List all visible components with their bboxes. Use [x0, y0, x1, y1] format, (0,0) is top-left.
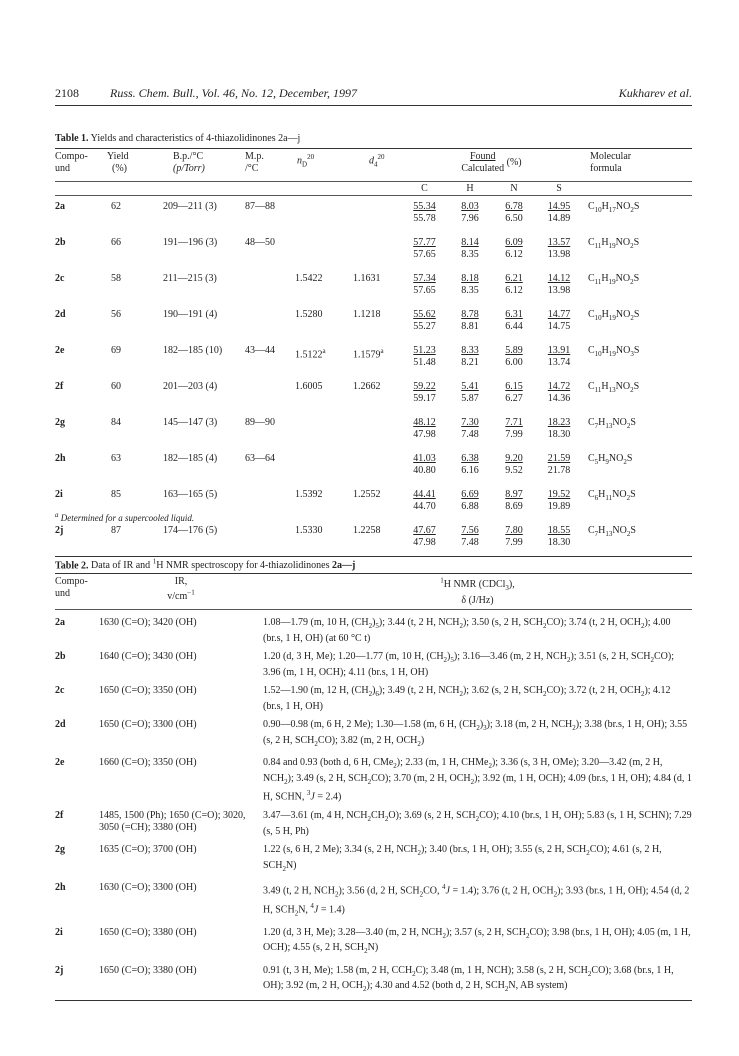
- nd-cell: 1.5280: [295, 308, 323, 320]
- analysis-cell: 14.95 14.89: [547, 200, 571, 224]
- ir-cell: 1485, 1500 (Ph); 1650 (C=O); 3020, 3050 (=CH); 3380 (OH): [99, 810, 246, 833]
- table1-caption-text: Yields and characteristics of 4-thiazolidinones 2a—j: [90, 133, 301, 144]
- d4-cell: 1.2662: [353, 380, 381, 392]
- bp-cell: 174—176 (5): [155, 520, 245, 557]
- ir-cell: 1630 (C=O); 3420 (OH): [99, 617, 197, 629]
- table-row: [55, 340, 692, 376]
- t1-col-mp: M.p. /°C: [245, 151, 264, 174]
- analysis-cell: 6.21 6.12: [505, 272, 523, 296]
- d4-cell: 1.2552: [353, 488, 381, 500]
- formula-cell: $C_{10}H_{17}NO_2S$: [588, 200, 640, 214]
- t1-col-compound: Compo- und: [55, 151, 88, 174]
- analysis-cell: 14.77 14.75: [547, 308, 571, 332]
- yield-cell: 58: [111, 272, 121, 284]
- table2-body: [55, 610, 692, 1000]
- mp-cell: 48—50: [245, 236, 275, 248]
- nmr-cell: 0.84 and 0.93 (both d, 6 H, CMe$_2$); 2.33 (m, 1 H, CHMe$_2$); 3.36 (s, 3 H, OMe); 3.20—3.42 (m, 2 H, $NCH_2$); 3.49 (s, 2 H, $SCH_2CO$); 3.70 (m, 2 H, $OCH_2$); 3.92 (m, 1 H, OCH); 4.09 (br.s, 1 H, OH); 4.84 (d, 1 H, SCHN, $^3$J = 2.4): [263, 757, 692, 803]
- table-row: [55, 520, 692, 557]
- t1-sub-n: N: [492, 181, 536, 195]
- table-row: [55, 678, 692, 712]
- compound-id: 2j: [55, 520, 107, 557]
- table-row: [55, 412, 692, 448]
- table2-caption-text: Data of IR and $^1$H NMR spectroscopy for 4-thiazolidinones 2a—j: [91, 558, 356, 572]
- t1-col-yield: Yield (%): [107, 151, 129, 174]
- analysis-cell: 14.12 13.98: [547, 272, 571, 296]
- analysis-cell: 14.72 14.36: [547, 380, 571, 404]
- table1-caption: [55, 133, 300, 144]
- table-row: [55, 920, 692, 958]
- analysis-cell: 9.20 9.52: [505, 452, 523, 476]
- analysis-cell: 6.15 6.27: [505, 380, 523, 404]
- t1-col-formula: Molecular formula: [590, 151, 632, 174]
- nmr-cell: 1.22 (s, 6 H, 2 Me); 3.34 (s, 2 H, $NCH_2$); 3.40 (br.s, 1 H, OH); 3.55 (s, 2 H, $SCH_2CO$); 4.61 (s, 2 H, $SCH_2N$): [263, 844, 662, 873]
- formula-cell: $C_{11}H_{19}NO_2S$: [588, 236, 640, 250]
- nmr-cell: 3.49 (t, 2 H, $NCH_2$); 3.56 (d, 2 H, $SCH_2CO$, $^4$J = 1.4); 3.76 (t, 2 H, $OCH_2$); 3.93 (br.s, 1 H, OH); 4.54 (d, 2 H, $SCH_2N$, $^4$J = 1.4): [263, 883, 690, 918]
- t2-col-compound: Compo- und: [55, 576, 99, 610]
- analysis-cell: 47.67 47.98: [401, 520, 448, 557]
- mp-cell: [245, 268, 295, 304]
- nd-cell: [295, 448, 351, 484]
- analysis-cell: 5.41 5.87: [461, 380, 479, 404]
- yield-cell: 62: [111, 200, 121, 212]
- compound-id: 2j: [55, 958, 99, 1001]
- nmr-cell: 1.20 (d, 3 H, Me); 1.20—1.77 (m, 10 H, $(CH_2)_5$); 3.16—3.46 (m, 2 H, $NCH_2$); 3.51 (s, 2 H, $SCH_2CO$); 3.96 (m, 1 H, OCH); 4.11 (br.s, 1 H, OH): [263, 651, 674, 678]
- analysis-cell: 8.18 8.35: [461, 272, 479, 296]
- d4-cell: [351, 412, 401, 448]
- mp-cell: 89—90: [245, 416, 275, 428]
- nd-cell: 1.5392: [295, 488, 323, 500]
- analysis-cell: 13.91 13.74: [547, 344, 571, 368]
- t1-sub-h: H: [448, 181, 492, 195]
- compound-id: 2h: [55, 452, 66, 464]
- table-row: [55, 750, 692, 803]
- analysis-cell: 41.03 40.80: [413, 452, 436, 476]
- d4-cell: [351, 448, 401, 484]
- table1-body: [55, 195, 692, 556]
- yield-cell: 66: [111, 236, 121, 248]
- nmr-cell: 1.20 (d, 3 H, Me); 3.28—3.40 (m, 2 H, $NCH_2$); 3.57 (s, 2 H, $SCH_2CO$); 3.98 (br.s, 1 H, OH); 4.05 (m, 1 H, OCH); 4.55 (s, 2 H, $SCH_2N$): [263, 926, 691, 956]
- table-row: [55, 268, 692, 304]
- analysis-cell: 8.14 8.35: [461, 236, 479, 260]
- table2-header: [55, 576, 692, 610]
- nd-cell: [295, 412, 351, 448]
- nd-cell: 1.5330: [295, 520, 351, 557]
- compound-id: 2b: [55, 236, 66, 248]
- t1-sub-c: C: [401, 181, 448, 195]
- table-row: [55, 958, 692, 1001]
- table-row: [55, 837, 692, 875]
- analysis-cell: 57.77 57.65: [413, 236, 436, 260]
- compound-id: 2d: [55, 719, 66, 731]
- analysis-cell: 44.41 44.70: [413, 488, 436, 512]
- compound-id: 2h: [55, 882, 66, 894]
- ir-cell: 1650 (C=O); 3380 (OH): [99, 958, 263, 1001]
- nmr-cell: 0.91 (t, 3 H, Me); 1.58 (m, 2 H, $CCH_2C$); 3.48 (m, 1 H, NCH); 3.58 (s, 2 H, $SCH_2CO$); 3.68 (br.s, 1 H, OH); 3.92 (m, 2 H, $OCH_2$); 4.30 and 4.52 (both d, 2 H, $SCH_2N$, AB system): [263, 958, 692, 1001]
- formula-cell: $C_{11}H_{13}NO_2S$: [588, 380, 640, 394]
- nmr-cell: 1.52—1.90 (m, 12 H, $(CH_2)_6$); 3.49 (t, 2 H, $NCH_2$); 3.62 (s, 2 H, $SCH_2CO$); 3.72 (t, 2 H, $OCH_2$); 4.12 (br.s, 1 H, OH): [263, 685, 671, 712]
- nd-cell: [295, 195, 351, 232]
- yield-cell: 56: [111, 308, 121, 320]
- analysis-cell: 57.34 57.65: [413, 272, 436, 296]
- t1-sub-s: S: [536, 181, 582, 195]
- analysis-cell: 6.31 6.44: [505, 308, 523, 332]
- mp-cell: [245, 304, 295, 340]
- nmr-cell: 0.90—0.98 (m, 6 H, 2 Me); 1.30—1.58 (m, 6 H, $(CH_2)_3$); 3.18 (m, 2 H, $NCH_2$); 3.38 (br.s, 1 H, OH); 3.55 (s, 2 H, $SCH_2CO$); 3.82 (m, 2 H, $OCH_2$): [263, 719, 688, 748]
- yield-cell: 69: [111, 344, 121, 356]
- mp-cell: [245, 520, 295, 557]
- analysis-cell: 59.22 59.17: [413, 380, 436, 404]
- formula-cell: $C_7H_{13}NO_2S$: [582, 520, 692, 557]
- table-row: [55, 232, 692, 268]
- d4-cell: 1.1218: [353, 308, 381, 320]
- ir-cell: 1660 (C=O); 3350 (OH): [99, 757, 197, 769]
- table-row: [55, 644, 692, 678]
- yield-cell: 85: [111, 488, 121, 500]
- t1-col-d4: $d_4^{20}$: [369, 153, 385, 169]
- d4-cell: [351, 195, 401, 232]
- nmr-cell: 1.08—1.79 (m, 10 H, $(CH_2)_5$); 3.44 (t, 2 H, $NCH_2$); 3.50 (s, 2 H, $SCH_2CO$); 3.74 (t, 2 H, $OCH_2$); 4.00 (br.s, 1 H, OH) (at 60 °C t): [263, 617, 671, 644]
- bp-cell: 145—147 (3): [163, 416, 218, 428]
- compound-id: 2b: [55, 651, 66, 663]
- compound-id: 2c: [55, 685, 65, 697]
- compound-id: 2g: [55, 844, 65, 856]
- analysis-cell: 8.03 7.96: [461, 200, 479, 224]
- analysis-cell: 8.97 8.69: [505, 488, 523, 512]
- bp-cell: 182—185 (4): [163, 452, 218, 464]
- t1-col-bp: B.p./°C (p/Torr): [173, 151, 205, 174]
- d4-cell: 1.2258: [351, 520, 401, 557]
- t2-col-ir: IR, $v/cm^{-1}$: [99, 576, 263, 610]
- mp-cell: 63—64: [245, 452, 275, 464]
- mp-cell: 87—88: [245, 200, 275, 212]
- table-row: [55, 875, 692, 920]
- bp-cell: 211—215 (3): [163, 272, 217, 284]
- analysis-cell: 6.09 6.12: [505, 236, 523, 260]
- compound-id: 2a: [55, 617, 65, 629]
- compound-id: 2f: [55, 380, 64, 392]
- analysis-cell: 7.30 7.48: [461, 416, 479, 440]
- d4-cell: 1.1579$^a$: [353, 346, 384, 360]
- page-number: 2108: [55, 86, 79, 100]
- table-row: [55, 376, 692, 412]
- compound-id: 2f: [55, 810, 64, 822]
- formula-cell: $C_5H_9NO_2S$: [588, 452, 633, 466]
- analysis-cell: 21.59 21.78: [547, 452, 571, 476]
- table2-top-rule: [55, 573, 692, 574]
- yield-cell: 60: [111, 380, 121, 392]
- analysis-cell: 18.55 18.30: [536, 520, 582, 557]
- t1-col-analysis: Found Calculated (%): [461, 151, 522, 174]
- nd-cell: 1.5122$^a$: [295, 346, 326, 360]
- analysis-cell: 6.69 6.88: [461, 488, 479, 512]
- nmr-cell: 3.47—3.61 (m, 4 H, $NCH_2CH_2O$); 3.69 (s, 2 H, $SCH_2CO$); 4.10 (br.s, 1 H, OH); 5.83 (s, 1 H, SCHN); 7.29 (s, 5 H, Ph): [263, 810, 692, 837]
- table-row: [55, 712, 692, 750]
- formula-cell: $C_{11}H_{19}NO_2S$: [588, 272, 640, 286]
- table1: [55, 151, 692, 557]
- ir-cell: 1650 (C=O); 3350 (OH): [99, 685, 197, 697]
- analysis-cell: 48.12 47.98: [413, 416, 436, 440]
- nd-cell: 1.6005: [295, 380, 323, 392]
- formula-cell: $C_7H_{13}NO_2S$: [588, 416, 636, 430]
- mp-cell: [245, 376, 295, 412]
- table2: [55, 576, 692, 1001]
- bp-cell: 163—165 (5): [163, 488, 218, 500]
- analysis-cell: 6.38 6.16: [461, 452, 479, 476]
- ir-cell: 1650 (C=O); 3300 (OH): [99, 719, 197, 731]
- journal-citation: Russ. Chem. Bull., Vol. 46, No. 12, December, 1997: [110, 86, 357, 100]
- running-author: Kukharev et al.: [618, 86, 692, 100]
- analysis-cell: 19.52 19.89: [547, 488, 571, 512]
- table2-caption-label: Table 2.: [55, 560, 89, 572]
- bp-cell: 191—196 (3): [163, 236, 218, 248]
- compound-id: 2e: [55, 757, 65, 769]
- table-row: [55, 304, 692, 340]
- formula-cell: $C_{10}H_{19}NO_2S$: [588, 308, 640, 322]
- analysis-cell: 55.62 55.27: [413, 308, 436, 332]
- table1-caption-label: Table 1.: [55, 133, 89, 144]
- t2-col-nmr: $^1$H NMR (CDCl$_3$), δ (J/Hz): [263, 576, 692, 610]
- d4-cell: [351, 232, 401, 268]
- compound-id: 2i: [55, 488, 63, 500]
- compound-id: 2e: [55, 344, 65, 356]
- table-row: [55, 803, 692, 837]
- analysis-cell: 55.34 55.78: [413, 200, 436, 224]
- bp-cell: 190—191 (4): [163, 308, 218, 320]
- analysis-cell: 6.78 6.50: [505, 200, 523, 224]
- bp-cell: 201—203 (4): [163, 380, 218, 392]
- nd-cell: [295, 232, 351, 268]
- compound-id: 2a: [55, 200, 65, 212]
- analysis-cell: 18.23 18.30: [547, 416, 571, 440]
- ir-cell: 1650 (C=O); 3380 (OH): [99, 926, 197, 938]
- analysis-cell: 13.57 13.98: [547, 236, 571, 260]
- bp-cell: 182—185 (10): [163, 344, 223, 356]
- compound-id: 2i: [55, 926, 63, 938]
- yield-cell: 84: [111, 416, 121, 428]
- analysis-cell: 8.33 8.21: [461, 344, 479, 368]
- table-row: [55, 448, 692, 484]
- table1-top-rule: [55, 148, 692, 149]
- compound-id: 2g: [55, 416, 65, 428]
- formula-cell: $C_6H_{11}NO_2S$: [588, 488, 636, 502]
- ir-cell: 1640 (C=O); 3430 (OH): [99, 651, 197, 663]
- yield-cell: 63: [111, 452, 121, 464]
- mp-cell: [245, 484, 295, 520]
- table2-caption: [55, 558, 355, 571]
- analysis-cell: 7.56 7.48: [448, 520, 492, 557]
- t1-col-nd: $n_D^{20}$: [297, 153, 315, 169]
- analysis-cell: 5.89 6.00: [505, 344, 523, 368]
- table-row: [55, 195, 692, 232]
- bp-cell: 209—211 (3): [163, 200, 217, 212]
- page-header: [55, 86, 692, 106]
- analysis-cell: 7.80 7.99: [492, 520, 536, 557]
- yield-cell: 87: [107, 520, 155, 557]
- nd-cell: 1.5422: [295, 272, 323, 284]
- table-row: [55, 610, 692, 645]
- analysis-cell: 8.78 8.81: [461, 308, 479, 332]
- analysis-cell: 51.23 51.48: [413, 344, 436, 368]
- table1-footnote: $^a$ Determined for a supercooled liquid.: [55, 511, 195, 523]
- ir-cell: 1630 (C=O); 3300 (OH): [99, 882, 197, 894]
- table1-header: [55, 151, 692, 195]
- formula-cell: $C_{10}H_{19}NO_3S$: [588, 344, 640, 358]
- analysis-cell: 7.71 7.99: [505, 416, 523, 440]
- compound-id: 2d: [55, 308, 66, 320]
- ir-cell: 1635 (C=O); 3700 (OH): [99, 844, 197, 856]
- d4-cell: 1.1631: [353, 272, 381, 284]
- compound-id: 2c: [55, 272, 65, 284]
- header-rule: [55, 105, 692, 106]
- mp-cell: 43—44: [245, 344, 275, 356]
